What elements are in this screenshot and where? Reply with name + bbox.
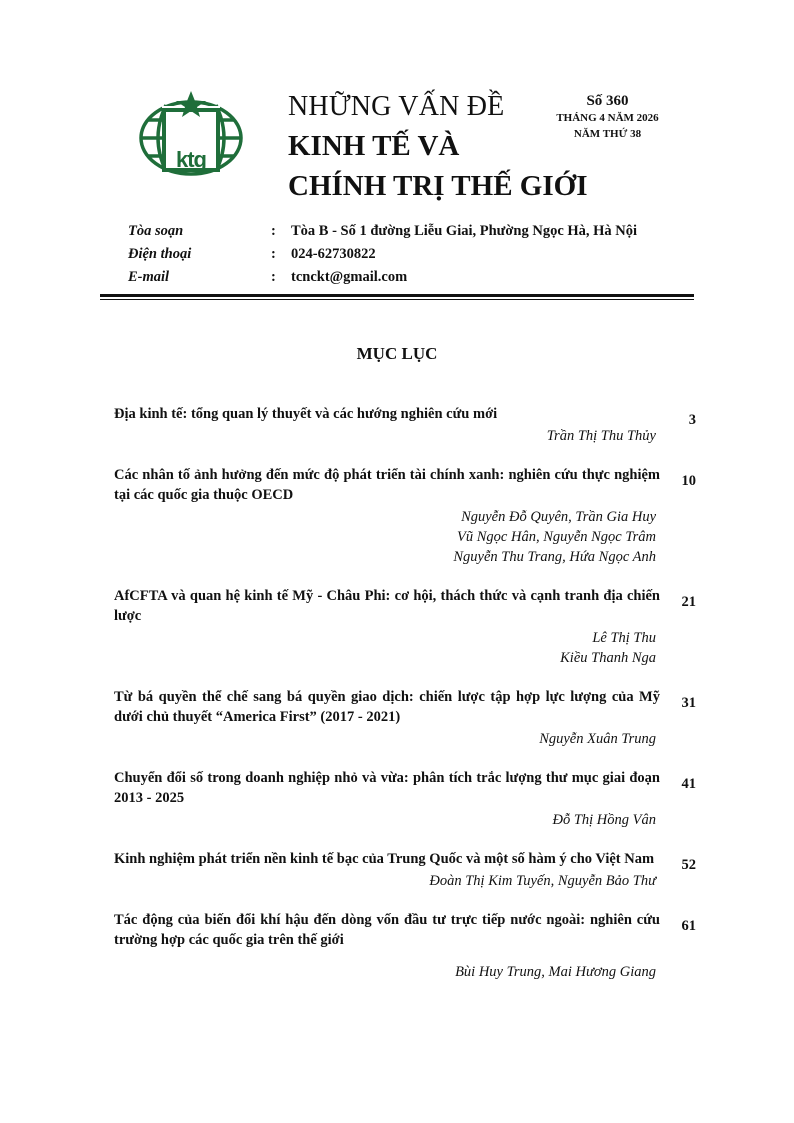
toc-entry-author: Đoàn Thị Kim Tuyến, Nguyễn Bảo Thư [429, 873, 656, 889]
contact-value: tcnckt@gmail.com [291, 269, 408, 285]
toc-entry[interactable] [114, 465, 696, 567]
toc-entry-author: Nguyễn Đỗ Quyên, Trần Gia Huy [461, 509, 656, 525]
toc-entry-author: Trần Thị Thu Thủy [546, 428, 656, 444]
issue-month: THÁNG 4 NĂM 2026 [556, 112, 659, 124]
contact-block [128, 220, 688, 289]
toc-entry[interactable] [114, 849, 696, 891]
toc-entry-author: Nguyễn Thu Trang, Hứa Ngọc Anh [453, 549, 656, 565]
toc-entry-author: Bùi Huy Trung, Mai Hương Giang [455, 964, 656, 980]
journal-title-line2: KINH TẾ VÀ [288, 130, 460, 162]
toc-entry-author: Nguyễn Xuân Trung [539, 731, 656, 747]
toc-entry-page: 21 [681, 594, 696, 610]
issue-year: NĂM THỨ 38 [573, 128, 642, 140]
toc-entry[interactable] [114, 910, 696, 982]
toc-entry-title[interactable]: Chuyển đổi số trong doanh nghiệp nhỏ và vừa: phân tích trắc lượng thư mục giai đoạn 2013 - 2025 [114, 770, 660, 806]
contact-label: E-mail [128, 269, 170, 285]
toc-entry-page: 61 [681, 918, 696, 934]
toc-entry-page: 31 [681, 695, 696, 711]
toc-entry-page: 41 [681, 776, 696, 792]
contact-value: Tòa B - Số 1 đường Liễu Giai, Phường Ngọc Hà, Hà Nội [291, 223, 638, 239]
toc-entry-author: Vũ Ngọc Hân, Nguyễn Ngọc Trâm [457, 529, 656, 545]
contact-row-email: E-mail : tcnckt@gmail.com [128, 269, 408, 285]
toc-entry[interactable] [114, 404, 696, 446]
toc-entry-title[interactable]: Địa kinh tế: tổng quan lý thuyết và các hướng nghiên cứu mới [114, 406, 498, 422]
divider-thin [100, 299, 694, 300]
toc-entry-title[interactable]: Các nhân tố ảnh hưởng đến mức độ phát triển tài chính xanh: nghiên cứu thực nghiệm tại các quốc gia thuộc OECD [114, 467, 660, 503]
toc-entry[interactable] [114, 768, 696, 830]
divider-thick [100, 294, 694, 297]
journal-title-line3: CHÍNH TRỊ THẾ GIỚI [288, 170, 588, 202]
contact-label: Tòa soạn [128, 223, 184, 239]
toc-heading: MỤC LỤC [356, 344, 438, 363]
contact-value: 024-62730822 [291, 246, 376, 262]
issue-info [540, 92, 675, 142]
issue-number: Số 360 [586, 93, 629, 109]
toc-entry-page: 10 [681, 473, 696, 489]
toc-entry[interactable] [114, 586, 696, 668]
toc-entry-author: Lê Thị Thu [592, 630, 656, 646]
toc-entry[interactable] [114, 687, 696, 749]
toc-entry-title[interactable]: Kinh nghiệm phát triển nền kinh tế bạc của Trung Quốc và một số hàm ý cho Việt Nam [114, 851, 655, 867]
contact-row-address: Tòa soạn : Tòa B - Số 1 đường Liễu Giai, Phường Ngọc Hà, Hà Nội [128, 223, 638, 239]
journal-title-line1: NHỮNG VẤN ĐỀ [288, 91, 505, 122]
toc-entry-page: 3 [688, 412, 696, 428]
toc-entry-title[interactable]: AfCFTA và quan hệ kinh tế Mỹ - Châu Phi: cơ hội, thách thức và cạnh tranh địa chiến lược [114, 588, 660, 624]
toc-entry-page: 52 [681, 857, 696, 873]
toc-entry-title[interactable]: Tác động của biến đổi khí hậu đến dòng vốn đầu tư trực tiếp nước ngoài: nghiên cứu trường hợp các quốc gia trên thế giới [114, 912, 660, 948]
toc-entry-title[interactable]: Từ bá quyền thể chế sang bá quyền giao dịch: chiến lược tập hợp lực lượng của Mỹ dưới chủ thuyết “America First” (2017 - 2021) [114, 689, 660, 725]
contact-label: Điện thoại [128, 246, 192, 262]
journal-logo [136, 88, 246, 180]
toc-entry-author: Đỗ Thị Hồng Vân [552, 812, 656, 828]
table-of-contents [114, 404, 696, 1001]
svg-text:ktg: ktg [176, 147, 206, 172]
contact-row-phone: Điện thoại : 024-62730822 [128, 246, 376, 262]
toc-entry-author: Kiều Thanh Nga [560, 650, 656, 666]
